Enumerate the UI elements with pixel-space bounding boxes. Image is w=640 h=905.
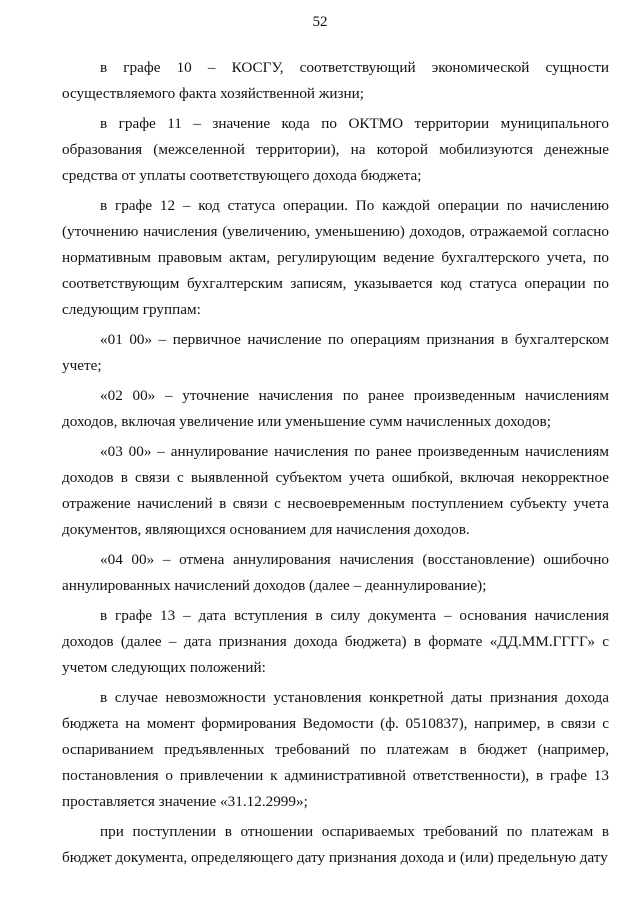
paragraph-date-unknown: в случае невозможности установления конкретной даты признания дохода бюджета на момент формирования Ведомости (ф. 0510837), например, в связи с оспариванием предъявленных требований по платежам в бюджет (например, постановления о привлечении к административной ответственности), в графе 13 проставляется значение «31.12.2999»; xyxy=(62,689,609,810)
paragraph-column-13: в графе 13 – дата вступления в силу документа – основания начисления доходов (далее – дата признания дохода бюджета) в формате «ДД.ММ.ГГГГ» с учетом следующих положений: xyxy=(62,607,609,676)
paragraph-column-11: в графе 11 – значение кода по ОКТМО территории муниципального образования (межселенной территории), на которой мобилизуются денежные средства от уплаты соответствующего дохода бюджета; xyxy=(62,115,609,184)
paragraph-status-0200: «02 00» – уточнение начисления по ранее произведенным начислениям доходов, включая увеличение или уменьшение сумм начисленных доходов; xyxy=(62,387,609,430)
paragraph-status-0400: «04 00» – отмена аннулирования начисления (восстановление) ошибочно аннулированных начислений доходов (далее – деаннулирование); xyxy=(62,551,609,594)
paragraph-column-12: в графе 12 – код статуса операции. По каждой операции по начислению (уточнению начисления (увеличению, уменьшению) доходов, отражаемой согласно нормативным правовым актам, регулирующим ведение бухгалтерского учета, по соответствующим бухгалтерским записям, указывается код статуса операции по следующим группам: xyxy=(62,197,609,318)
paragraph-column-10: в графе 10 – КОСГУ, соответствующий экономической сущности осуществляемого факта хозяйственной жизни; xyxy=(62,59,609,102)
paragraph-status-0100: «01 00» – первичное начисление по операциям признания в бухгалтерском учете; xyxy=(62,331,609,374)
page-number: 52 xyxy=(312,14,328,30)
document-body xyxy=(62,55,609,871)
paragraph-status-0300: «03 00» – аннулирование начисления по ранее произведенным начислениям доходов в связи с выявленной субъектом учета ошибкой, включая некорректное отражение начислений в связи с несвоевременным поступлением субъекту учета документов, являющихся основанием для начисления доходов. xyxy=(62,443,609,538)
paragraph-disputed-claims: при поступлении в отношении оспариваемых требований по платежам в бюджет документа, определяющего дату признания дохода и (или) предельную дату xyxy=(62,823,609,866)
